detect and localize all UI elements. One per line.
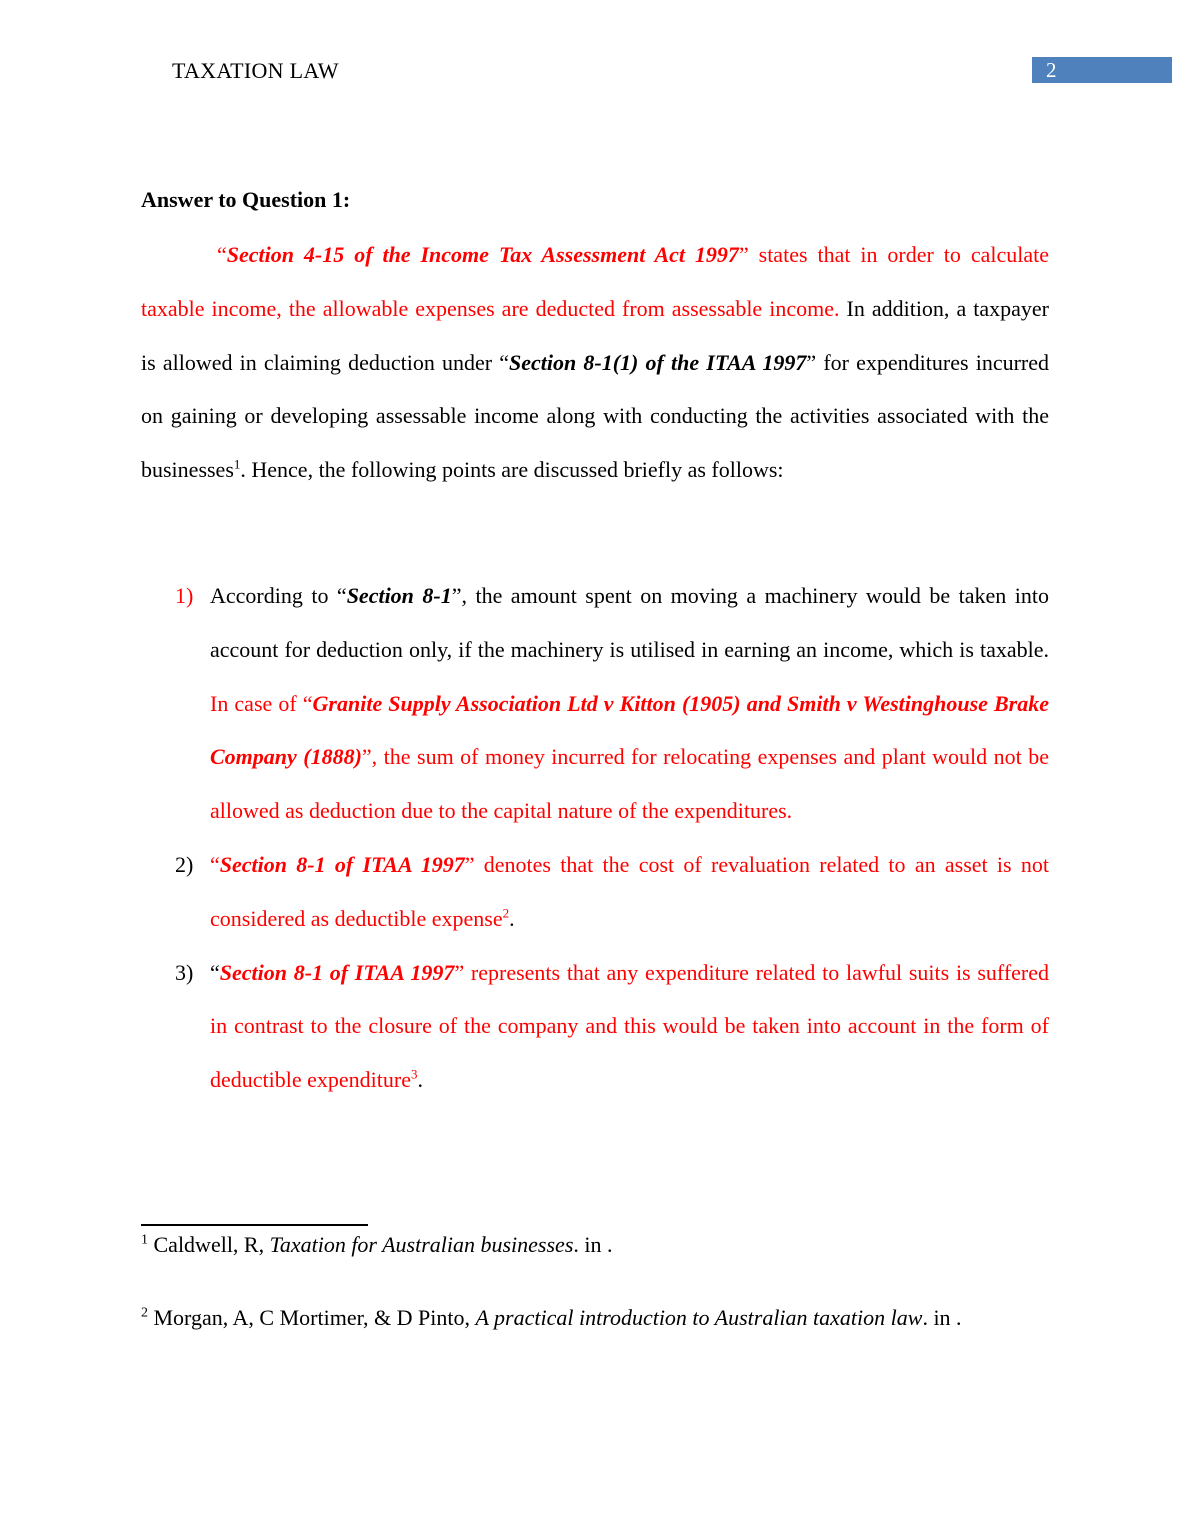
list-item (141, 838, 1049, 946)
footnote-separator (141, 1224, 368, 1226)
item-text: ” denotes that the cost of revaluation related to an asset is not considered as deductible expense (210, 851, 1050, 931)
quote-mark: “ (210, 851, 220, 877)
footnote-ref[interactable]: 1 (233, 456, 241, 472)
statute-reference: Section 8-1(1) of the ITAA 1997 (509, 349, 807, 375)
statute-reference: Section 8-1 of ITAA 1997 (219, 851, 465, 877)
footnote-rest: . in . (573, 1232, 613, 1257)
statute-reference: Section 8-1 (346, 583, 452, 608)
item-text: ” represents that any expenditure related to lawful suits is suffered in contrast to the closure of the company and this would be taken into account in the form of deductible expenditure (210, 959, 1050, 1093)
item-text: According to “ (210, 583, 347, 608)
quote-mark: “ (210, 959, 220, 985)
footnote-number: 2 (141, 1305, 148, 1321)
list-item (141, 569, 1049, 838)
case-reference: Granite Supply Association Ltd v Kitton (1905) and Smith v Westinghouse Brake Company (1888) (210, 690, 1049, 770)
item-end: . (417, 1067, 423, 1093)
item-text: In case of “ (210, 690, 313, 716)
item-end: . (509, 905, 515, 931)
footnote (141, 1305, 962, 1331)
footnote-ref[interactable]: 2 (502, 905, 510, 921)
running-header-title: TAXATION LAW (172, 58, 339, 83)
footnote-number: 1 (141, 1232, 148, 1248)
page-number: 2 (1032, 57, 1172, 83)
footnote-author: Morgan, A, C Mortimer, & D Pinto, (148, 1305, 476, 1330)
intro-sentence-3: . Hence, the following points are discussed briefly as follows: (240, 457, 784, 483)
footnote-title: A practical introduction to Australian taxation law (475, 1305, 923, 1330)
statute-reference: Section 8-1 of ITAA 1997 (219, 959, 455, 985)
section-heading: Answer to Question 1: (141, 187, 351, 212)
item-text: ”, the sum of money incurred for relocating expenses and plant would not be allowed as deduction due to the capital nature of the expenditures. (210, 744, 1049, 824)
footnote (141, 1232, 613, 1258)
footnote-title: Taxation for Australian businesses (269, 1232, 574, 1257)
points-list (141, 569, 1049, 1107)
intro-sentence-1: ” states that in order to calculate taxable income, the allowable expenses are deducted from assessable income. (141, 242, 1049, 321)
quote-mark: “ (217, 242, 227, 267)
intro-paragraph (141, 228, 1049, 497)
list-number: 1) (175, 583, 194, 608)
footnote-author: Caldwell, R, (148, 1232, 270, 1257)
statute-reference: Section 4-15 of the Income Tax Assessment Act 1997 (226, 242, 739, 267)
list-item (141, 946, 1049, 1107)
intro-sentence-2a: In addition, a taxpayer is allowed in claiming deduction under “ (141, 295, 1049, 375)
item-text: ”, the amount spent on moving a machinery would be taken into account for deduction only, if the machinery is utilised in earning an income, which is taxable. (210, 583, 1049, 662)
footnote-rest: . in . (922, 1305, 962, 1330)
footnote-ref[interactable]: 3 (410, 1066, 418, 1082)
intro-sentence-2b: ” for expenditures incurred on gaining or developing assessable income along with conducting the activities associated with the businesses (141, 349, 1049, 483)
list-number: 3) (175, 959, 194, 985)
list-number: 2) (175, 851, 194, 877)
